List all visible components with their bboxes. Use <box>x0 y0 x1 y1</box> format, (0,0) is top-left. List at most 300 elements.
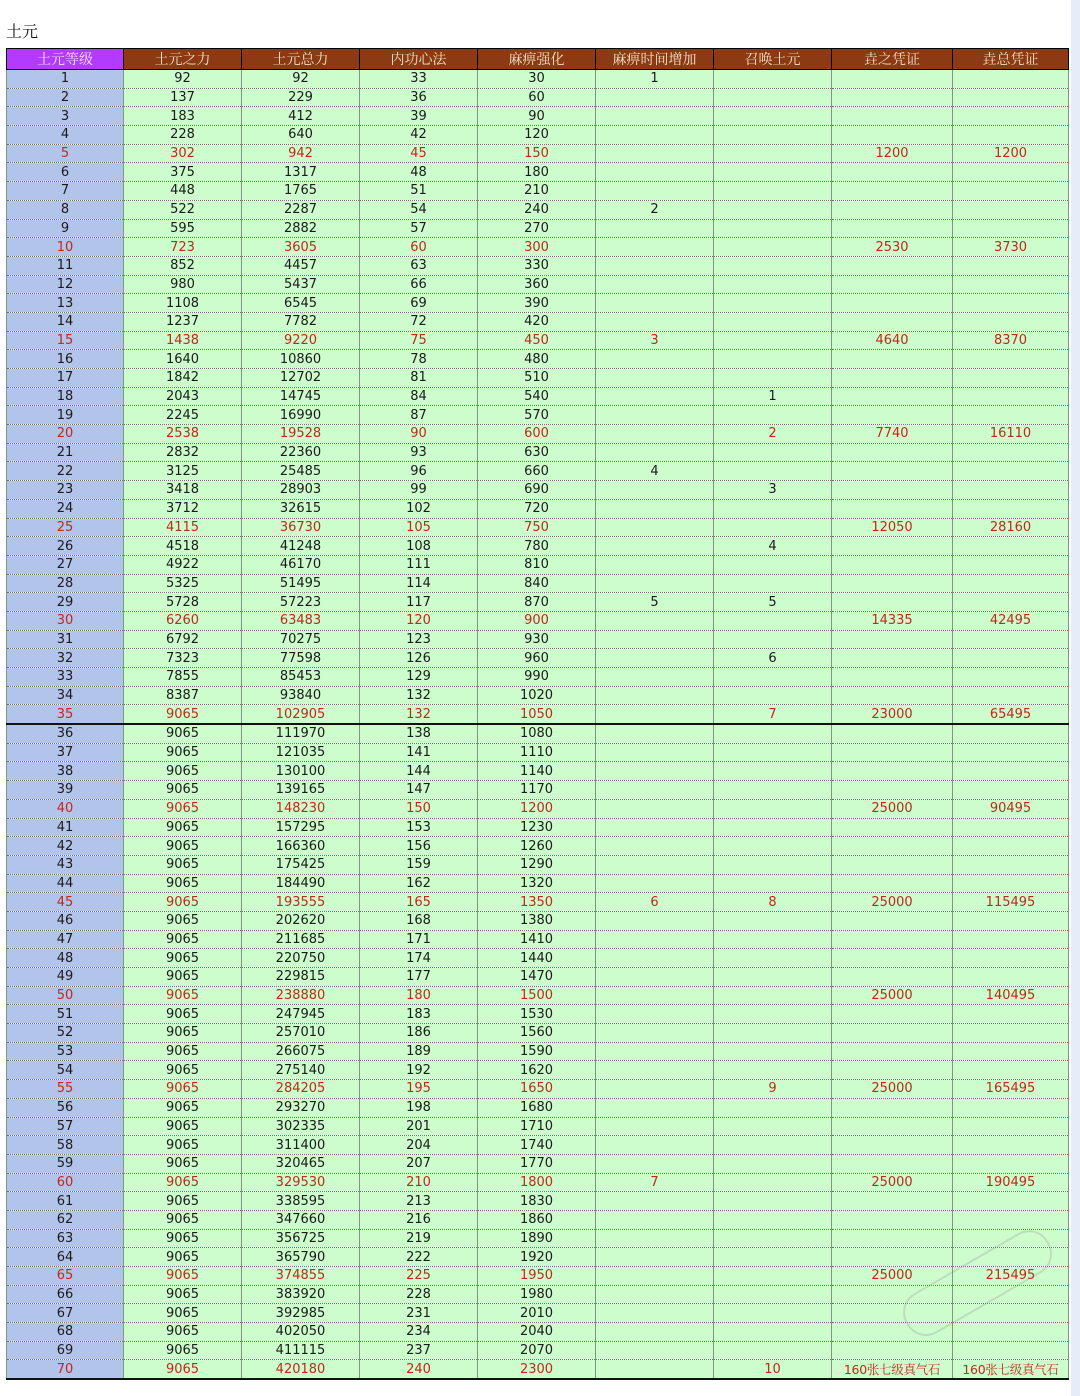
table-cell[interactable]: 942 <box>242 144 360 163</box>
level-cell[interactable]: 64 <box>7 1248 124 1267</box>
level-cell[interactable]: 21 <box>7 443 124 462</box>
level-cell[interactable]: 31 <box>7 630 124 649</box>
table-cell[interactable] <box>953 743 1069 762</box>
table-cell[interactable] <box>832 649 953 668</box>
table-cell[interactable]: 1590 <box>478 1042 596 1061</box>
table-cell[interactable]: 4115 <box>124 518 242 537</box>
table-cell[interactable]: 9065 <box>124 1080 242 1099</box>
table-cell[interactable] <box>832 88 953 107</box>
level-cell[interactable]: 14 <box>7 312 124 331</box>
table-cell[interactable] <box>596 949 714 968</box>
table-cell[interactable]: 600 <box>478 425 596 444</box>
table-cell[interactable] <box>953 781 1069 800</box>
level-cell[interactable]: 47 <box>7 930 124 949</box>
level-cell[interactable]: 18 <box>7 387 124 406</box>
level-cell[interactable]: 24 <box>7 499 124 518</box>
table-cell[interactable]: 28903 <box>242 481 360 500</box>
table-cell[interactable] <box>832 762 953 781</box>
table-cell[interactable] <box>596 1005 714 1024</box>
level-cell[interactable]: 55 <box>7 1080 124 1099</box>
table-cell[interactable]: 257010 <box>242 1024 360 1043</box>
table-cell[interactable]: 412 <box>242 107 360 126</box>
table-cell[interactable]: 84 <box>360 387 478 406</box>
table-cell[interactable]: 177 <box>360 968 478 987</box>
table-cell[interactable] <box>596 481 714 500</box>
table-cell[interactable] <box>596 1154 714 1173</box>
table-cell[interactable]: 9065 <box>124 1323 242 1342</box>
table-cell[interactable]: 1080 <box>478 724 596 743</box>
table-cell[interactable]: 9065 <box>124 1061 242 1080</box>
table-cell[interactable] <box>832 1061 953 1080</box>
table-cell[interactable]: 90 <box>478 107 596 126</box>
table-cell[interactable]: 22360 <box>242 443 360 462</box>
table-cell[interactable]: 202620 <box>242 911 360 930</box>
table-cell[interactable]: 810 <box>478 555 596 574</box>
table-cell[interactable]: 175425 <box>242 855 360 874</box>
table-cell[interactable]: 990 <box>478 668 596 687</box>
table-cell[interactable] <box>714 930 832 949</box>
table-cell[interactable] <box>596 705 714 724</box>
table-cell[interactable]: 8370 <box>953 331 1069 350</box>
table-cell[interactable] <box>832 406 953 425</box>
table-cell[interactable] <box>953 499 1069 518</box>
table-cell[interactable] <box>832 462 953 481</box>
level-cell[interactable]: 3 <box>7 107 124 126</box>
table-cell[interactable] <box>832 686 953 705</box>
table-cell[interactable] <box>953 1229 1069 1248</box>
table-cell[interactable]: 9065 <box>124 781 242 800</box>
table-cell[interactable]: 16110 <box>953 425 1069 444</box>
table-cell[interactable]: 105 <box>360 518 478 537</box>
table-cell[interactable] <box>953 837 1069 856</box>
table-cell[interactable]: 25000 <box>832 986 953 1005</box>
table-cell[interactable] <box>832 1323 953 1342</box>
table-cell[interactable]: 174 <box>360 949 478 968</box>
table-cell[interactable]: 132 <box>360 686 478 705</box>
table-cell[interactable]: 211685 <box>242 930 360 949</box>
level-cell[interactable]: 63 <box>7 1229 124 1248</box>
table-cell[interactable]: 930 <box>478 630 596 649</box>
table-cell[interactable]: 6792 <box>124 630 242 649</box>
table-cell[interactable]: 45 <box>360 144 478 163</box>
table-cell[interactable]: 150 <box>478 144 596 163</box>
table-cell[interactable] <box>832 1024 953 1043</box>
table-cell[interactable] <box>596 537 714 556</box>
table-cell[interactable]: 160张七级真气石 <box>832 1360 953 1379</box>
table-cell[interactable] <box>714 369 832 388</box>
table-cell[interactable] <box>953 275 1069 294</box>
table-cell[interactable] <box>714 406 832 425</box>
table-cell[interactable]: 195 <box>360 1080 478 1099</box>
table-cell[interactable]: 10860 <box>242 350 360 369</box>
table-cell[interactable] <box>832 911 953 930</box>
table-cell[interactable]: 42495 <box>953 611 1069 630</box>
level-cell[interactable]: 35 <box>7 705 124 724</box>
table-cell[interactable]: 57 <box>360 219 478 238</box>
table-cell[interactable]: 4 <box>714 537 832 556</box>
table-cell[interactable]: 30 <box>478 70 596 89</box>
table-cell[interactable]: 157295 <box>242 818 360 837</box>
table-cell[interactable] <box>953 182 1069 201</box>
table-cell[interactable] <box>596 1210 714 1229</box>
table-cell[interactable]: 150 <box>360 799 478 818</box>
table-cell[interactable] <box>953 369 1069 388</box>
table-cell[interactable]: 72 <box>360 312 478 331</box>
table-cell[interactable]: 16990 <box>242 406 360 425</box>
table-cell[interactable] <box>596 555 714 574</box>
table-cell[interactable]: 168 <box>360 911 478 930</box>
table-cell[interactable]: 96 <box>360 462 478 481</box>
table-cell[interactable]: 229815 <box>242 968 360 987</box>
level-cell[interactable]: 26 <box>7 537 124 556</box>
table-cell[interactable]: 7323 <box>124 649 242 668</box>
table-cell[interactable] <box>832 1154 953 1173</box>
table-cell[interactable]: 93 <box>360 443 478 462</box>
table-cell[interactable] <box>714 331 832 350</box>
table-cell[interactable] <box>832 312 953 331</box>
table-cell[interactable]: 1410 <box>478 930 596 949</box>
table-cell[interactable] <box>832 200 953 219</box>
table-cell[interactable] <box>953 462 1069 481</box>
table-cell[interactable]: 1530 <box>478 1005 596 1024</box>
level-cell[interactable]: 43 <box>7 855 124 874</box>
table-cell[interactable]: 234 <box>360 1323 478 1342</box>
table-cell[interactable]: 231 <box>360 1304 478 1323</box>
table-cell[interactable] <box>714 107 832 126</box>
table-cell[interactable]: 25000 <box>832 893 953 912</box>
table-cell[interactable]: 23000 <box>832 705 953 724</box>
table-cell[interactable]: 2070 <box>478 1341 596 1360</box>
table-cell[interactable]: 6 <box>596 893 714 912</box>
table-cell[interactable] <box>953 1117 1069 1136</box>
table-cell[interactable]: 222 <box>360 1248 478 1267</box>
level-cell[interactable]: 54 <box>7 1061 124 1080</box>
table-cell[interactable]: 852 <box>124 256 242 275</box>
table-cell[interactable]: 1950 <box>478 1267 596 1286</box>
table-cell[interactable]: 77598 <box>242 649 360 668</box>
table-cell[interactable] <box>596 443 714 462</box>
table-cell[interactable]: 42 <box>360 126 478 145</box>
table-cell[interactable] <box>714 499 832 518</box>
table-cell[interactable] <box>953 406 1069 425</box>
table-cell[interactable]: 121035 <box>242 743 360 762</box>
table-cell[interactable]: 8 <box>714 893 832 912</box>
table-cell[interactable] <box>953 481 1069 500</box>
table-cell[interactable] <box>832 107 953 126</box>
table-cell[interactable] <box>832 837 953 856</box>
level-cell[interactable]: 53 <box>7 1042 124 1061</box>
table-cell[interactable] <box>596 294 714 313</box>
table-cell[interactable]: 102 <box>360 499 478 518</box>
table-cell[interactable]: 9065 <box>124 1210 242 1229</box>
table-cell[interactable]: 9065 <box>124 762 242 781</box>
table-cell[interactable]: 347660 <box>242 1210 360 1229</box>
table-cell[interactable]: 25000 <box>832 799 953 818</box>
table-cell[interactable] <box>832 219 953 238</box>
table-cell[interactable]: 2010 <box>478 1304 596 1323</box>
table-cell[interactable] <box>953 1341 1069 1360</box>
level-cell[interactable]: 17 <box>7 369 124 388</box>
table-cell[interactable] <box>953 1192 1069 1211</box>
table-cell[interactable] <box>832 126 953 145</box>
table-cell[interactable] <box>596 668 714 687</box>
column-header[interactable]: 土元之力 <box>124 49 242 70</box>
table-cell[interactable] <box>832 537 953 556</box>
table-cell[interactable]: 138 <box>360 724 478 743</box>
table-cell[interactable]: 6 <box>714 649 832 668</box>
table-cell[interactable]: 8387 <box>124 686 242 705</box>
table-cell[interactable]: 9220 <box>242 331 360 350</box>
level-cell[interactable]: 20 <box>7 425 124 444</box>
table-cell[interactable]: 302 <box>124 144 242 163</box>
table-cell[interactable]: 130100 <box>242 762 360 781</box>
table-cell[interactable]: 33 <box>360 70 478 89</box>
table-cell[interactable]: 102905 <box>242 705 360 724</box>
level-cell[interactable]: 28 <box>7 574 124 593</box>
table-cell[interactable]: 5437 <box>242 275 360 294</box>
table-cell[interactable] <box>832 443 953 462</box>
level-cell[interactable]: 16 <box>7 350 124 369</box>
table-cell[interactable] <box>596 986 714 1005</box>
table-cell[interactable] <box>714 1229 832 1248</box>
table-cell[interactable]: 36730 <box>242 518 360 537</box>
table-cell[interactable] <box>714 126 832 145</box>
table-cell[interactable]: 293270 <box>242 1098 360 1117</box>
table-cell[interactable] <box>953 107 1069 126</box>
table-cell[interactable]: 1200 <box>478 799 596 818</box>
table-cell[interactable] <box>596 238 714 257</box>
table-cell[interactable]: 266075 <box>242 1042 360 1061</box>
table-cell[interactable] <box>714 350 832 369</box>
table-cell[interactable] <box>714 88 832 107</box>
table-cell[interactable]: 870 <box>478 593 596 612</box>
level-cell[interactable]: 65 <box>7 1267 124 1286</box>
table-cell[interactable]: 9065 <box>124 1360 242 1379</box>
table-cell[interactable]: 3605 <box>242 238 360 257</box>
table-cell[interactable]: 402050 <box>242 1323 360 1342</box>
table-cell[interactable] <box>832 724 953 743</box>
table-cell[interactable] <box>832 743 953 762</box>
table-cell[interactable] <box>832 1098 953 1117</box>
table-cell[interactable]: 284205 <box>242 1080 360 1099</box>
table-cell[interactable]: 46170 <box>242 555 360 574</box>
table-cell[interactable]: 148230 <box>242 799 360 818</box>
table-cell[interactable]: 9065 <box>124 893 242 912</box>
table-cell[interactable]: 7855 <box>124 668 242 687</box>
table-cell[interactable] <box>714 555 832 574</box>
table-cell[interactable]: 5728 <box>124 593 242 612</box>
level-cell[interactable]: 68 <box>7 1323 124 1342</box>
table-cell[interactable]: 390 <box>478 294 596 313</box>
level-cell[interactable]: 13 <box>7 294 124 313</box>
table-cell[interactable]: 165 <box>360 893 478 912</box>
column-header[interactable]: 麻痹时间增加 <box>596 49 714 70</box>
table-cell[interactable]: 1470 <box>478 968 596 987</box>
table-cell[interactable] <box>596 350 714 369</box>
table-cell[interactable]: 900 <box>478 611 596 630</box>
table-cell[interactable] <box>832 1229 953 1248</box>
table-cell[interactable]: 117 <box>360 593 478 612</box>
table-cell[interactable] <box>953 537 1069 556</box>
table-cell[interactable]: 14335 <box>832 611 953 630</box>
table-cell[interactable] <box>714 462 832 481</box>
table-cell[interactable] <box>953 686 1069 705</box>
table-cell[interactable]: 210 <box>478 182 596 201</box>
table-cell[interactable]: 9065 <box>124 724 242 743</box>
level-cell[interactable]: 44 <box>7 874 124 893</box>
table-cell[interactable] <box>596 1229 714 1248</box>
table-cell[interactable]: 160张七级真气石 <box>953 1360 1069 1379</box>
table-cell[interactable]: 9065 <box>124 930 242 949</box>
table-cell[interactable]: 311400 <box>242 1136 360 1155</box>
level-cell[interactable]: 25 <box>7 518 124 537</box>
table-cell[interactable]: 90 <box>360 425 478 444</box>
table-cell[interactable] <box>953 593 1069 612</box>
table-cell[interactable] <box>596 781 714 800</box>
table-cell[interactable]: 2040 <box>478 1323 596 1342</box>
level-cell[interactable]: 10 <box>7 238 124 257</box>
table-cell[interactable]: 1440 <box>478 949 596 968</box>
table-cell[interactable]: 228 <box>124 126 242 145</box>
table-cell[interactable]: 198 <box>360 1098 478 1117</box>
table-cell[interactable]: 139165 <box>242 781 360 800</box>
table-cell[interactable]: 156 <box>360 837 478 856</box>
table-cell[interactable]: 9065 <box>124 1154 242 1173</box>
table-cell[interactable] <box>714 837 832 856</box>
level-cell[interactable]: 4 <box>7 126 124 145</box>
table-cell[interactable]: 81 <box>360 369 478 388</box>
table-cell[interactable]: 300 <box>478 238 596 257</box>
table-cell[interactable]: 126 <box>360 649 478 668</box>
table-cell[interactable] <box>832 855 953 874</box>
level-cell[interactable]: 62 <box>7 1210 124 1229</box>
table-cell[interactable] <box>832 481 953 500</box>
table-cell[interactable] <box>714 911 832 930</box>
table-cell[interactable] <box>953 574 1069 593</box>
table-cell[interactable]: 1380 <box>478 911 596 930</box>
table-cell[interactable] <box>953 1285 1069 1304</box>
table-cell[interactable] <box>832 1210 953 1229</box>
table-cell[interactable] <box>714 1154 832 1173</box>
table-cell[interactable]: 123 <box>360 630 478 649</box>
table-cell[interactable] <box>953 1024 1069 1043</box>
table-cell[interactable] <box>832 387 953 406</box>
table-cell[interactable]: 374855 <box>242 1267 360 1286</box>
table-cell[interactable]: 141 <box>360 743 478 762</box>
table-cell[interactable]: 220750 <box>242 949 360 968</box>
table-cell[interactable] <box>832 1042 953 1061</box>
table-cell[interactable]: 210 <box>360 1173 478 1192</box>
table-cell[interactable]: 189 <box>360 1042 478 1061</box>
table-cell[interactable] <box>714 219 832 238</box>
table-cell[interactable]: 1110 <box>478 743 596 762</box>
table-cell[interactable] <box>832 818 953 837</box>
table-cell[interactable] <box>953 818 1069 837</box>
table-cell[interactable] <box>714 1042 832 1061</box>
table-cell[interactable]: 980 <box>124 275 242 294</box>
table-cell[interactable]: 183 <box>360 1005 478 1024</box>
table-cell[interactable] <box>832 1248 953 1267</box>
table-cell[interactable]: 1620 <box>478 1061 596 1080</box>
table-cell[interactable] <box>714 200 832 219</box>
table-cell[interactable]: 375 <box>124 163 242 182</box>
table-cell[interactable] <box>596 630 714 649</box>
table-cell[interactable] <box>953 649 1069 668</box>
table-cell[interactable]: 99 <box>360 481 478 500</box>
table-cell[interactable] <box>953 1061 1069 1080</box>
table-cell[interactable]: 32615 <box>242 499 360 518</box>
table-cell[interactable] <box>596 126 714 145</box>
table-cell[interactable] <box>953 1154 1069 1173</box>
table-cell[interactable] <box>953 70 1069 89</box>
table-cell[interactable] <box>953 256 1069 275</box>
table-cell[interactable] <box>832 874 953 893</box>
table-cell[interactable] <box>714 1192 832 1211</box>
level-cell[interactable]: 41 <box>7 818 124 837</box>
table-cell[interactable] <box>832 1341 953 1360</box>
table-cell[interactable]: 1170 <box>478 781 596 800</box>
table-cell[interactable] <box>596 312 714 331</box>
table-cell[interactable]: 51 <box>360 182 478 201</box>
level-cell[interactable]: 52 <box>7 1024 124 1043</box>
table-cell[interactable]: 4922 <box>124 555 242 574</box>
table-cell[interactable] <box>953 724 1069 743</box>
table-cell[interactable] <box>714 1304 832 1323</box>
table-cell[interactable]: 240 <box>360 1360 478 1379</box>
table-cell[interactable]: 6545 <box>242 294 360 313</box>
level-cell[interactable]: 49 <box>7 968 124 987</box>
table-cell[interactable]: 9065 <box>124 1267 242 1286</box>
table-cell[interactable] <box>953 1005 1069 1024</box>
table-cell[interactable]: 69 <box>360 294 478 313</box>
table-cell[interactable] <box>953 1098 1069 1117</box>
table-cell[interactable]: 78 <box>360 350 478 369</box>
table-cell[interactable]: 165495 <box>953 1080 1069 1099</box>
level-cell[interactable]: 51 <box>7 1005 124 1024</box>
table-cell[interactable]: 7782 <box>242 312 360 331</box>
table-cell[interactable] <box>832 256 953 275</box>
level-cell[interactable]: 46 <box>7 911 124 930</box>
table-cell[interactable] <box>596 818 714 837</box>
table-cell[interactable] <box>714 275 832 294</box>
table-cell[interactable]: 3 <box>714 481 832 500</box>
table-cell[interactable]: 180 <box>478 163 596 182</box>
table-cell[interactable] <box>596 1042 714 1061</box>
table-cell[interactable] <box>714 818 832 837</box>
scrollbar-track[interactable] <box>1071 0 1080 1396</box>
table-cell[interactable] <box>714 1136 832 1155</box>
table-cell[interactable] <box>953 762 1069 781</box>
table-cell[interactable]: 1320 <box>478 874 596 893</box>
table-cell[interactable]: 63 <box>360 256 478 275</box>
table-cell[interactable]: 201 <box>360 1117 478 1136</box>
table-cell[interactable]: 840 <box>478 574 596 593</box>
table-cell[interactable]: 90495 <box>953 799 1069 818</box>
table-cell[interactable] <box>714 312 832 331</box>
level-cell[interactable]: 29 <box>7 593 124 612</box>
table-cell[interactable]: 137 <box>124 88 242 107</box>
table-cell[interactable]: 166360 <box>242 837 360 856</box>
table-cell[interactable]: 190495 <box>953 1173 1069 1192</box>
table-cell[interactable] <box>596 611 714 630</box>
table-cell[interactable]: 3712 <box>124 499 242 518</box>
table-cell[interactable]: 228 <box>360 1285 478 1304</box>
table-cell[interactable] <box>832 968 953 987</box>
table-cell[interactable] <box>714 762 832 781</box>
table-cell[interactable] <box>714 686 832 705</box>
table-cell[interactable] <box>596 743 714 762</box>
table-cell[interactable] <box>714 1117 832 1136</box>
